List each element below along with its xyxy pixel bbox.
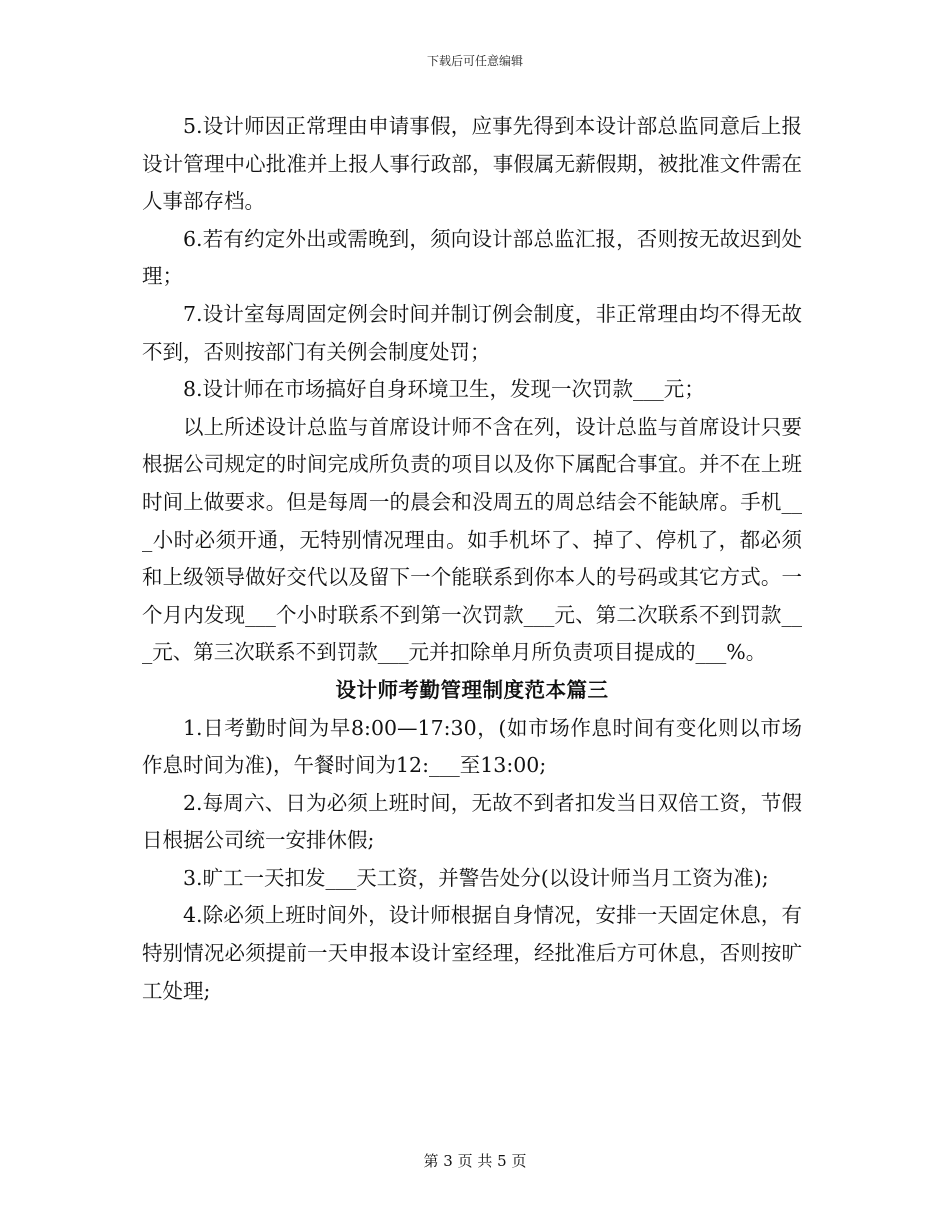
paragraph-rule-4: 4.除必须上班时间外，设计师根据自身情况，安排一天固定休息，有特别情况必须提前一天申报本设计室经理，经批准后方可休息，否则按旷工处理; (142, 903, 802, 1003)
paragraph-rule-3: 3.旷工一天扣发___天工资，并警告处分(以设计师当月工资为准); (183, 865, 769, 890)
section-title: 设计师考勤管理制度范本篇三 (335, 677, 609, 702)
document-body (142, 108, 802, 1010)
paragraph-item-7: 7.设计室每周固定例会时间并制订例会制度，非正常理由均不得无故不到，否则按部门有关例会制度处罚； (142, 301, 802, 364)
paragraph-rule-2: 2.每周六、日为必须上班时间，无故不到者扣发当日双倍工资，节假日根据公司统一安排休假; (142, 790, 802, 853)
page-number: 第 3 页 共 5 页 (423, 1152, 527, 1170)
paragraph-item-8: 8.设计师在市场搞好自身环境卫生，发现一次罚款___元； (183, 377, 705, 402)
page-header: 下载后可任意编辑 (426, 54, 523, 68)
paragraph-rule-1: 1.日考勤时间为早8:00—17:30，(如市场作息时间有变化则以市场作息时间为准)，午餐时间为12:___至13:00; (142, 715, 802, 778)
paragraph-item-6: 6.若有约定外出或需晚到，须向设计部总监汇报，否则按无故迟到处理； (142, 226, 802, 289)
paragraph-item-5: 5.设计师因正常理由申请事假，应事先得到本设计部总监同意后上报设计管理中心批准并上报人事行政部，事假属无薪假期，被批准文件需在人事部存档。 (142, 114, 802, 214)
paragraph-summary: 以上所述设计总监与首席设计师不含在列，设计总监与首席设计只要根据公司规定的时间完成所负责的项目以及你下属配合事宜。并不在上班时间上做要求。但是每周一的晨会和没周五的周总结会不能缺席。手机___小时必须开通，无特别情况理由。如手机坏了、掉了、停机了，都必须和上级领导做好交代以及留下一个能联系到你本人的号码或其它方式。一个月内发现___个小时联系不到第一次罚款___元、第二次联系不到罚款___元、第三次联系不到罚款___元并扣除单月所负责项目提成的___%。 (142, 414, 802, 665)
